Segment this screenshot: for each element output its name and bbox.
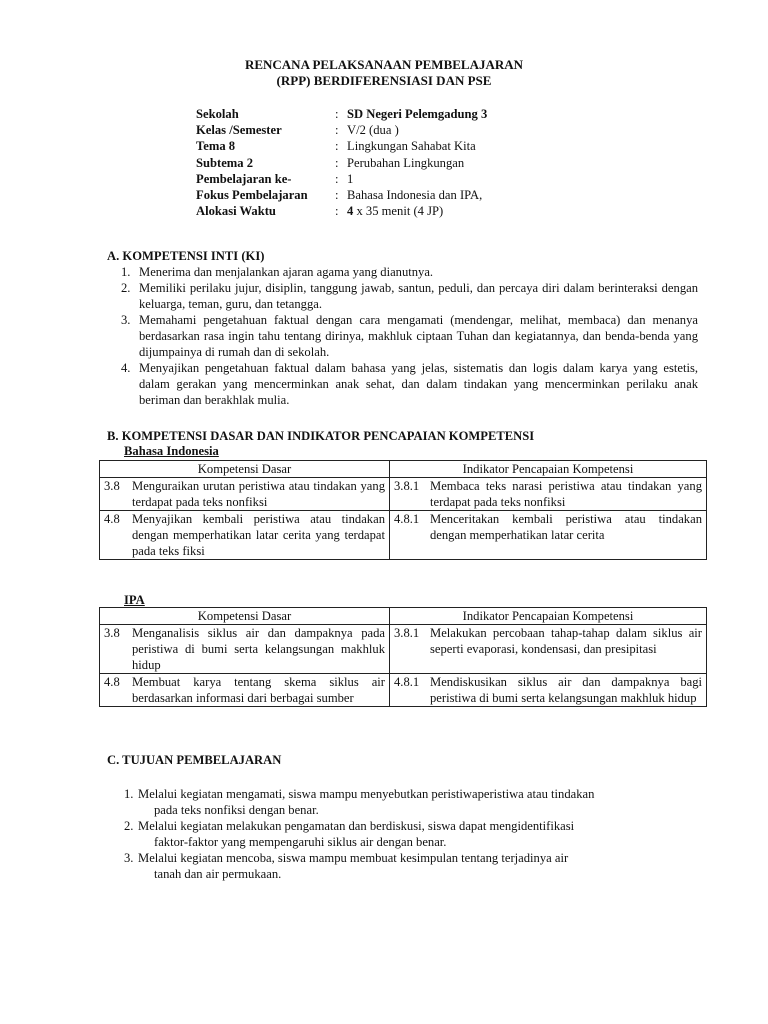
identity-colon: : bbox=[335, 123, 339, 138]
identity-row-tema bbox=[196, 138, 487, 154]
identity-colon: : bbox=[335, 155, 339, 170]
subject-label-ipa: IPA bbox=[124, 593, 145, 607]
table-row: 4.8 Menyajikan kembali peristiwa atau tindakan dengan memperhatikan latar cerita yang terdapat pada teks fiksi 4.8.1 Menceritakan kembali peristiwa atau tindakan dengan memperhatikan latar cerita bbox=[100, 511, 707, 560]
identity-label: Tema 8 bbox=[196, 139, 236, 154]
tujuan-list bbox=[124, 786, 704, 882]
identity-label: Pembelajaran ke- bbox=[196, 171, 292, 186]
identity-label: Fokus Pembelajaran bbox=[196, 187, 308, 202]
identity-value: V/2 (dua ) bbox=[347, 123, 399, 138]
identity-value: Lingkungan Sahabat Kita bbox=[347, 139, 476, 154]
identity-row-subtema bbox=[196, 155, 487, 171]
table-header-row bbox=[100, 461, 707, 478]
identity-row-alokasi bbox=[196, 203, 487, 219]
identity-colon: : bbox=[335, 187, 339, 202]
identity-colon: : bbox=[335, 204, 339, 219]
section-a-heading: A. KOMPETENSI INTI (KI) bbox=[107, 249, 265, 263]
identity-label: Kelas /Semester bbox=[196, 123, 282, 138]
list-item: 3. Melalui kegiatan mencoba, siswa mampu membuat kesimpulan tentang terjadinya air tanah dan air permukaan. bbox=[124, 851, 569, 881]
list-item: 2. Memiliki perilaku jujur, disiplin, tanggung jawab, santun, peduli, dan percaya diri dalam berinteraksi dengan keluarga, teman, guru, dan tetangga. bbox=[121, 281, 698, 311]
identity-colon: : bbox=[335, 171, 339, 186]
table-header-row bbox=[100, 608, 707, 625]
kd-table-bahasa bbox=[99, 460, 707, 560]
table-row: 3.8 Menganalisis siklus air dan dampaknya pada peristiwa di bumi serta kelangsungan makhluk hidup 3.8.1 Melakukan percobaan tahap-tahap dalam siklus air seperti evaporasi, kondensasi, dan presipitasi bbox=[100, 625, 707, 674]
column-header: Indikator Pencapaian Kompetensi bbox=[390, 608, 707, 625]
identity-row-fokus bbox=[196, 187, 487, 203]
identity-label: Sekolah bbox=[196, 107, 239, 121]
section-b-heading: B. KOMPETENSI DASAR DAN INDIKATOR PENCAPAIAN KOMPETENSI bbox=[107, 429, 535, 443]
list-item: 1. Menerima dan menjalankan ajaran agama yang dianutnya. bbox=[121, 265, 434, 279]
list-item: 4. Menyajikan pengetahuan faktual dalam bahasa yang jelas, sistematis dan logis dalam karya yang estetis, dalam gerakan yang mencerminkan anak sehat, dan dalam tindakan yang mencerminkan perilaku anak beriman dan berakhlak mulia. bbox=[121, 361, 698, 407]
identity-block bbox=[196, 106, 487, 219]
table-row: 4.8 Membuat karya tentang skema siklus air berdasarkan informasi dari berbagai sumber 4.8.1 Mendiskusikan siklus air dan dampaknya bagi peristiwa di bumi serta kelangsungan makhluk hidup bbox=[100, 674, 707, 707]
table-row: 3.8 Menguraikan urutan peristiwa atau tindakan yang terdapat pada teks nonfiksi 3.8.1 Membaca teks narasi peristiwa atau tindakan yang terdapat pada teks nonfiksi bbox=[100, 478, 707, 511]
identity-label: Alokasi Waktu bbox=[196, 204, 276, 219]
document-title: RENCANA PELAKSANAAN PEMBELAJARAN bbox=[244, 57, 524, 72]
column-header: Indikator Pencapaian Kompetensi bbox=[390, 461, 707, 478]
column-header: Kompetensi Dasar bbox=[100, 608, 390, 625]
identity-value: SD Negeri Pelemgadung 3 bbox=[347, 107, 488, 121]
identity-colon: : bbox=[335, 107, 339, 121]
identity-value: Perubahan Lingkungan bbox=[347, 155, 465, 170]
identity-value: 1 bbox=[347, 171, 354, 186]
identity-row-sekolah bbox=[196, 106, 487, 122]
list-item: 2. Melalui kegiatan melakukan pengamatan dan berdiskusi, siswa dapat mengidentifikasi faktor-faktor yang mempengaruhi siklus air dengan benar. bbox=[124, 819, 575, 849]
identity-colon: : bbox=[335, 139, 339, 154]
column-header: Kompetensi Dasar bbox=[100, 461, 390, 478]
section-c-heading: C. TUJUAN PEMBELAJARAN bbox=[107, 753, 282, 767]
ki-list bbox=[121, 264, 698, 408]
subject-label-bahasa: Bahasa Indonesia bbox=[124, 444, 219, 458]
kd-table-ipa bbox=[99, 607, 707, 707]
identity-label: Subtema 2 bbox=[196, 155, 254, 170]
list-item: 1. Melalui kegiatan mengamati, siswa mampu menyebutkan peristiwaperistiwa atau tindakan pada teks nonfiksi dengan benar. bbox=[124, 787, 595, 817]
document-subtitle: (RPP) BERDIFERENSIASI DAN PSE bbox=[276, 73, 492, 88]
identity-value: 4 x 35 menit (4 JP) bbox=[347, 204, 444, 219]
identity-value: Bahasa Indonesia dan IPA, bbox=[347, 187, 483, 202]
list-item: 3. Memahami pengetahuan faktual dengan cara mengamati (mendengar, melihat, membaca) dan menanya berdasarkan rasa ingin tahu tentang dirinya, makhluk ciptaan Tuhan dan kegiatannya, dan benda-benda yang dijumpainya di rumah dan di sekolah. bbox=[121, 313, 698, 359]
identity-row-pembelajaran bbox=[196, 171, 487, 187]
identity-row-kelas bbox=[196, 122, 487, 138]
